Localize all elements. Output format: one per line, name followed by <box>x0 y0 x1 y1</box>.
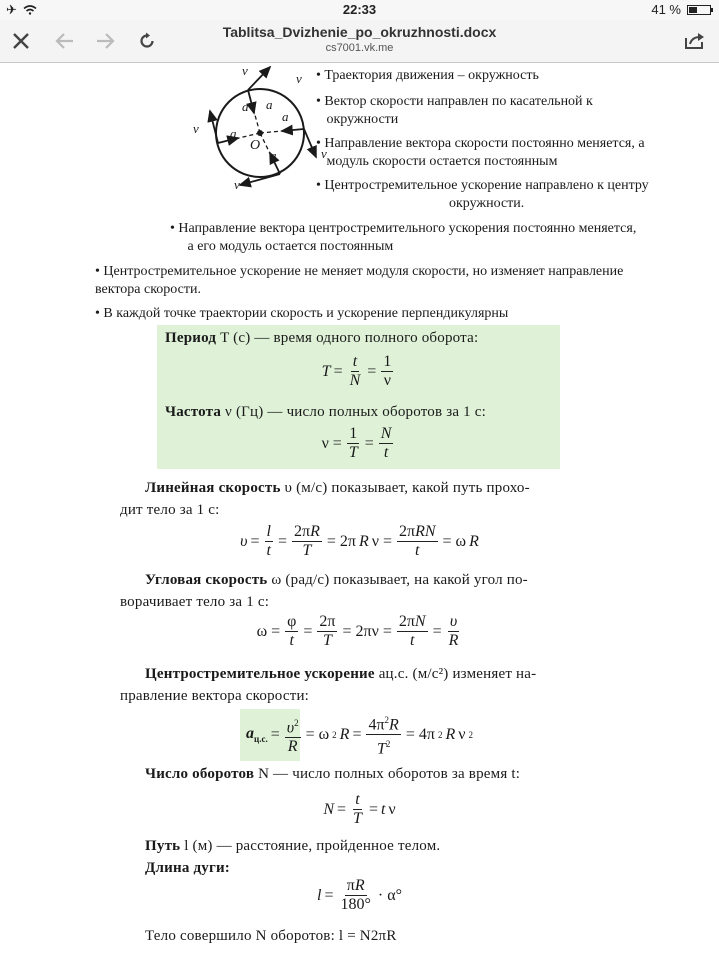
share-button[interactable] <box>682 28 708 54</box>
revolutions-formula: N = $\frac{t}{T}$ = t ν <box>323 791 396 827</box>
velocity-label-right: v <box>321 146 327 161</box>
status-right <box>651 2 711 17</box>
accel-label-4: a <box>230 126 237 141</box>
battery-icon <box>687 5 711 15</box>
velocity-label-right-top: v <box>296 71 302 86</box>
document-host: cs7001.vk.me <box>325 42 394 54</box>
centripetal-formula: $a_{ц.с.}$ = $\frac{\upsilon^2}{R}$ = ω 2 R = $\frac{4\pi^2R}{T^2}$ = 4π 2 R ν 2 <box>0 711 719 759</box>
circular-motion-diagram <box>190 63 335 193</box>
share-icon <box>684 32 706 50</box>
bullet-wide-2: • В каждой точке траектории скорость и ускорение перпендикулярны <box>95 306 509 321</box>
arc-length-heading: Длина дуги: <box>145 860 231 876</box>
centripetal-line1: Центростремительное ускорение aц.с. (м/с²) изменяет на- <box>145 666 537 682</box>
velocity-label-left: v <box>193 121 199 136</box>
bullet-right-3: • Направление вектора скорости постоянно меняется, а модуль скорости остается постоянным <box>316 136 645 169</box>
bullet-right-4: • Центростремительное ускорение направлено к центру окружности. <box>316 178 649 211</box>
path-line1: Путь l (м) — расстояние, пройденное телом. <box>145 838 441 854</box>
accel-label-3: a <box>282 109 289 124</box>
bullet-right-1: • Траектория движения – окружность <box>316 68 539 83</box>
status-bar <box>0 0 719 20</box>
angular-velocity-line2: ворачивает тело за 1 с: <box>120 594 270 610</box>
angular-velocity-line1: Угловая скорость ω (рад/с) показывает, на какой угол по- <box>145 572 528 588</box>
path-n-revolutions: Тело совершило N оборотов: l = N2πR <box>145 928 397 944</box>
period-formula: T = $\frac{t}{N}$ = $\frac{1}{\nu}$ <box>321 353 392 389</box>
frequency-formula: ν = $\frac{1}{T}$ = $\frac{N}{t}$ <box>321 425 392 461</box>
velocity-label-top: v <box>242 63 248 78</box>
battery-percent: 41 % <box>651 2 681 17</box>
accel-label-2: a <box>266 97 273 112</box>
period-frequency-box <box>157 325 560 469</box>
document-title: Tablitsa_Dvizhenie_po_okruzhnosti.docx <box>222 24 497 40</box>
velocity-label-bottom: v <box>234 177 240 192</box>
document-content <box>0 63 719 960</box>
linear-velocity-formula: υ = $\frac{l}{t}$ = $\frac{2\pi R}{T}$ = 2π R ν = $\frac{\text{2πRN}}{t}$ = ω R <box>240 523 479 559</box>
bullet-right-2: • Вектор скорости направлен по касательной к окружности <box>316 94 593 127</box>
arc-length-formula: l = $\frac{\pi R}{180^\circ}$ · α° <box>317 877 402 913</box>
frequency-heading: Частота ν (Гц) — число полных оборотов за 1 с: <box>165 404 487 420</box>
linear-velocity-line2: дит тело за 1 с: <box>120 502 220 518</box>
bullet-wide-1: • Центростремительное ускорение не меняет модуля скорости, но изменяет направление вектора скорости. <box>95 264 624 297</box>
bullet-mid: • Направление вектора центростремительного ускорения постоянно меняется, а его модуль остается постоянным <box>170 221 637 254</box>
status-time: 22:33 <box>342 2 377 17</box>
browser-toolbar <box>0 20 719 63</box>
accel-label-1: a <box>242 99 249 114</box>
accel-label-5: a <box>270 148 277 163</box>
center-label: O <box>250 138 261 153</box>
airplane-icon: ✈ <box>6 2 17 17</box>
angular-velocity-formula: ω = $\frac{\varphi}{t}$ = $\frac{2\pi}{T}$ = 2πν = $\frac{2\pi N}{t}$ = $\frac{\upsilon}{R}$ <box>256 613 459 649</box>
linear-velocity-line1: Линейная скорость υ (м/с) показывает, какой путь прохо- <box>145 480 530 496</box>
centripetal-line2: правление вектора скорости: <box>120 688 310 704</box>
revolutions-line1: Число оборотов N — число полных оборотов за время t: <box>145 766 521 782</box>
period-heading: Период T (с) — время одного полного оборота: <box>165 330 479 346</box>
